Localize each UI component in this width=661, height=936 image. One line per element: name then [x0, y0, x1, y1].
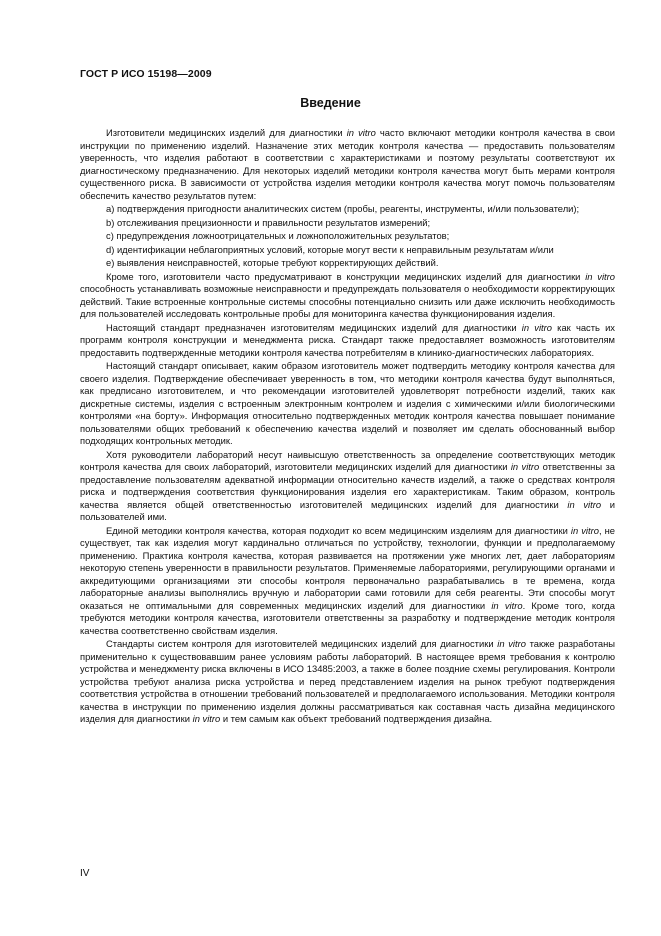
paragraph: Настоящий стандарт описывает, каким образом изготовитель может подтвердить методику контроля качества для своего изделия. Подтверждение обеспечивает уверенность в том, что методики контроля качества будут выполняться, как предписано изготовителем, и что рекомендации изготовителей удовлетворят потребности изделий, таких как дискретные системы, изделия с встроенным электронным контролем и изделия с химическими и/или биологическими контролями «на борту». Информация относительно подтвержденных методик контроля качества повышает понимание пользователями общих требований к обеспечению качества изделий и позволяет им сделать обоснованный выбор подходящих контрольных методик.: [80, 360, 615, 446]
document-header: ГОСТ Р ИСО 15198—2009: [80, 68, 212, 80]
paragraph: Единой методики контроля качества, которая подходит ко всем медицинским изделиям для диагностики in vitro, не существует, так как изделия могут кардинально отличаться по устройству, технологии, функции и предполагаемому применению. Практика контроля качества, которая развивается на протяжении уже многих лет, дает лабораториям некоторую степень уверенности в правильности результатов. Применяемые лабораториями, регулирующими органами и аккредитующими организациями эти способы контроля первоначально разрабатывались в те времена, когда лабораторные анализы выполнялись вручную и лаборатории сами готовили для себя реагенты. Эти способы могут оказаться не оптимальными для современных медицинских изделий для диагностики in vitro. Кроме того, когда требуются методики контроля качества, изготовители ответственны за разработку и подтверждение методик контроля качества соответственно свойствам изделия.: [80, 524, 615, 636]
paragraph: Хотя руководители лабораторий несут наивысшую ответственность за определение соответствующих методик контроля качества для своих лабораторий, изготовители медицинских изделий для диагностики in vitro ответственны за предоставление пользователям адекватной информации относительно качеств изделий, а также о средствах контроля риска и подтверждения соответствия функционирования изделия его характеристикам. Таким образом, контроль качества является общей ответственностью изготовителей медицинских изделий для диагностики in vitro и пользователей ими.: [80, 448, 616, 522]
intro-paragraph: Изготовители медицинских изделий для диагностики in vitro часто включают методики контроля качества в свои инструкции по применению изделий. Назначение этих методик контроля качества — предоставить пользователям уверенность, что изделия работают в соответствии с характеристиками и поэтому результаты соответствуют их диагностическому предназначению. Для некоторых изделий методики контроля качества могут быть мерами контроля существенного риска. В зависимости от устройства изделия методики контроля качества могут помочь пользователям обеспечить качество результатов путем:: [80, 127, 615, 201]
page-number: IV: [80, 868, 90, 879]
paragraph: Кроме того, изготовители часто предусматривают в конструкции медицинских изделий для диагностики in vitro способность устанавливать возможные неисправности и предупреждать пользователя о необходимости корректирующих действий. Такие встроенные контрольные системы способны потенциально снизить или даже исключить необходимость для пользователей исследовать контрольные пробы для мониторинга качества функционирования изделия.: [80, 270, 615, 319]
paragraph: Настоящий стандарт предназначен изготовителям медицинских изделий для диагностики in vitro как часть их программ контроля конструкции и менеджмента риска. Стандарт также предоставляет возможность изготовителям предоставить подтвержденные методики контроля качества потребителям в клинико-диагностических лабораториях.: [80, 321, 615, 358]
paragraph: Стандарты систем контроля для изготовителей медицинских изделий для диагностики in vitro также разработаны применительно к существовавшим ранее условиям работы лабораторий. В настоящее время требования к контролю устройства и менеджменту риска включены в ИСО 13485:2003, а также в более поздние схемы регулирования. Контроли устройства требуют анализа риска устройства и перед представлением изделия на рынок требуют подтверждения соответствия устройства в отношении требований пользователей и предполагаемого использования. Методики контроля качества в инструкции по применению изделия должны рассматриваться как составная часть дизайна медицинского изделия для диагностики in vitro и тем самым как объект требований подтверждения дизайна.: [80, 638, 615, 724]
body-text: [80, 126, 615, 726]
list-item: d) идентификации неблагоприятных условий, которые могут вести к неправильным результатам и/или: [106, 243, 554, 255]
list-item: а) подтверждения пригодности аналитических систем (пробы, реагенты, инструменты, и/или пользователи);: [106, 203, 580, 214]
list-item: c) предупреждения ложноотрицательных и ложноположительных результатов;: [106, 230, 450, 241]
list-item: b) отслеживания прецизионности и правильности результатов измерений;: [106, 216, 431, 228]
section-title: Введение: [300, 96, 361, 110]
list-item: e) выявления неисправностей, которые требуют корректирующих действий.: [106, 257, 439, 268]
